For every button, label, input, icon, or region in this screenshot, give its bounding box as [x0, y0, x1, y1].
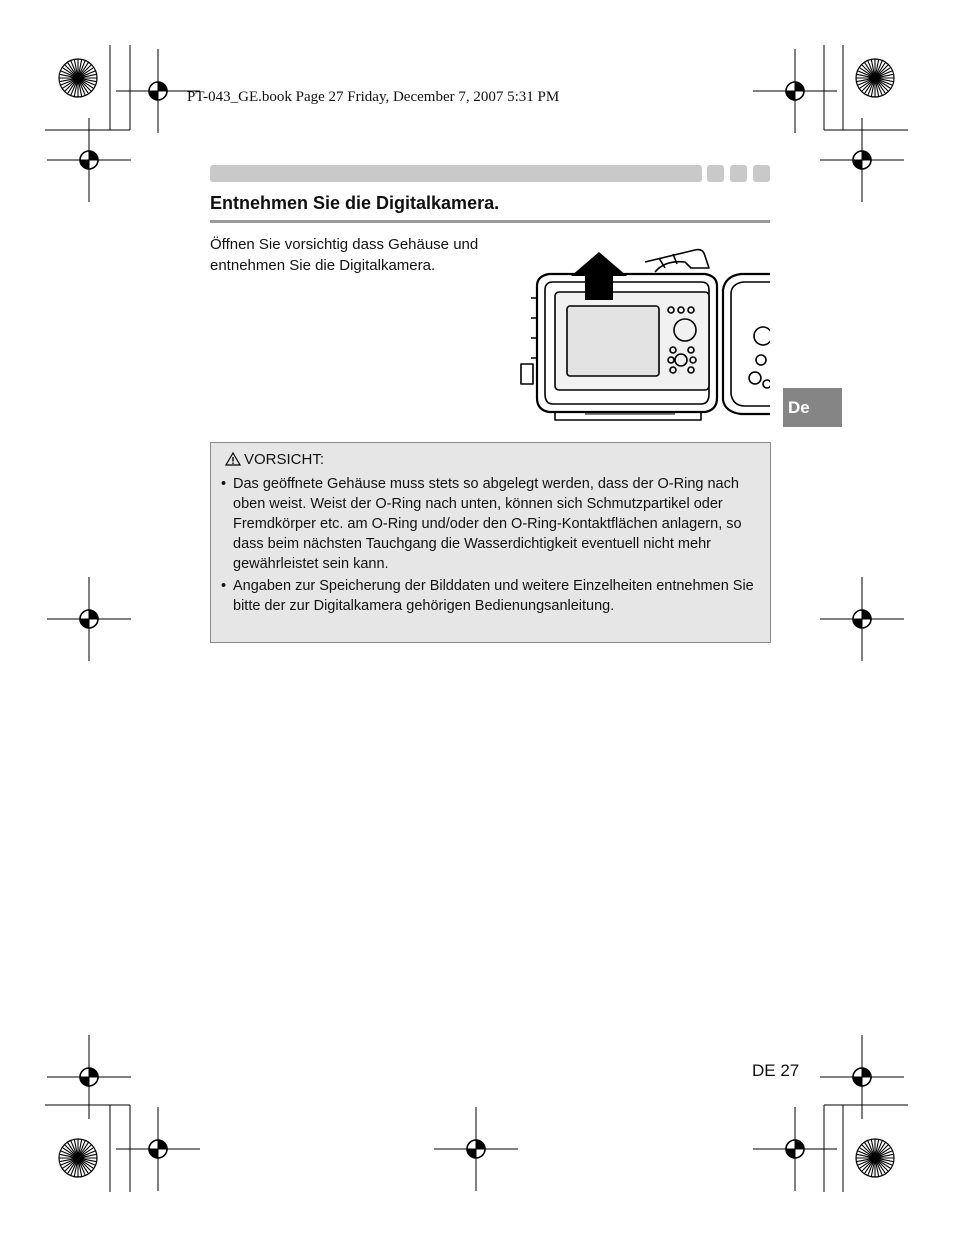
- header-bar-square: [730, 165, 747, 182]
- caution-item: • Angaben zur Speicherung der Bilddaten und weitere Einzelheiten entnehmen Sie bitte der zur Digitalkamera gehörigen Bedienungsanleitung.: [219, 576, 764, 616]
- caution-item: • Das geöffnete Gehäuse muss stets so abgelegt werden, dass der O-Ring nach oben weist. Weist der O-Ring nach unten, können sich Schmutzpartikel oder Fremdkörper etc. am O-Ring und/oder den O-Ring-Kontaktflächen anlagern, so dass beim nächsten Tauchgang die Wasserdichtigkeit eventuell nicht mehr gewährleistet sein kann.: [219, 474, 764, 574]
- section-title: Entnehmen Sie die Digitalkamera.: [210, 193, 500, 213]
- caution-heading: [225, 449, 324, 471]
- caution-box: [210, 442, 771, 643]
- intro-paragraph: Öffnen Sie vorsichtig dass Gehäuse und entnehmen Sie die Digitalkamera.: [210, 236, 479, 274]
- page-number: DE 27: [752, 1061, 800, 1080]
- caution-list: [219, 474, 764, 618]
- warning-triangle-icon: [225, 452, 241, 466]
- header-bar-square: [753, 165, 770, 182]
- print-slug-line: PT-043_GE.book Page 27 Friday, December 7, 2007 5:31 PM: [187, 89, 560, 105]
- camera-housing-illustration: [515, 238, 770, 424]
- section-header-bar: [210, 165, 702, 182]
- language-tab: De: [783, 388, 842, 427]
- caution-heading-label: VORSICHT:: [244, 451, 325, 468]
- title-underline: [210, 220, 770, 223]
- header-bar-square: [707, 165, 724, 182]
